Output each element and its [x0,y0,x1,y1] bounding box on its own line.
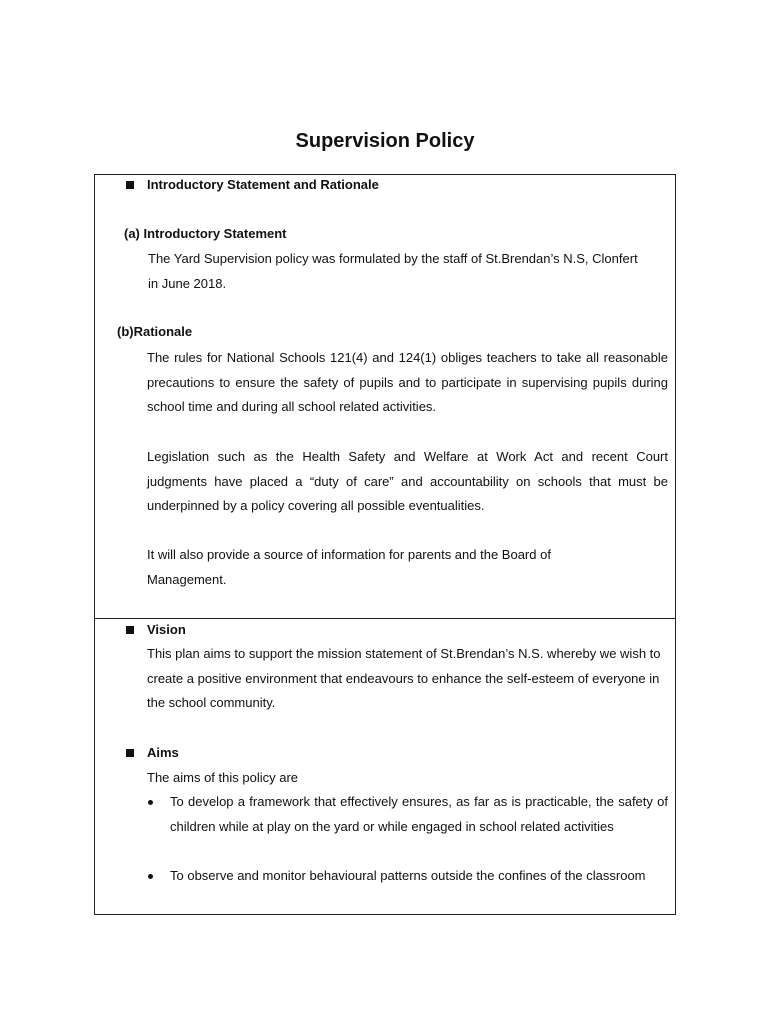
intro-statement-label: (a) Introductory Statement [124,226,287,241]
aims-heading: Aims [147,745,179,760]
rationale-label: (b)Rationale [117,324,193,339]
aim-item-2: To observe and monitor behavioural patterns outside the confines of the classroom [170,868,646,883]
rationale-paragraph-1: The rules for National Schools 121(4) and 124(1) obliges teachers to take all reasonable precautions to ensure the safety of pupils and to participate in supervising pupils during school time and during all school related activities. [147,350,668,414]
square-bullet-icon [126,181,134,189]
dot-bullet-icon [148,800,153,805]
page-title: Supervision Policy [295,130,475,152]
aims-intro: The aims of this policy are [147,770,299,785]
intro-statement-text: The Yard Supervision policy was formulated by the staff of St.Brendan’s N.S, Clonfert in June 2018. [148,251,638,291]
aim-item-1: To develop a framework that effectively ensures, as far as is practicable, the safety of children while at play on the yard or while engaged in school related activities [170,794,668,834]
square-bullet-icon [126,749,134,757]
rationale-paragraph-3: It will also provide a source of information for parents and the Board of Management. [147,547,551,587]
section-heading-intro: Introductory Statement and Rationale [147,177,379,192]
rationale-paragraph-2: Legislation such as the Health Safety and Welfare at Work Act and recent Court judgments have placed a “duty of care” and accountability on schools that must be underpinned by a policy covering all possible eventualities. [147,449,668,513]
vision-heading: Vision [147,622,186,637]
vision-text: This plan aims to support the mission statement of St.Brendan’s N.S. whereby we wish to create a positive environment that endeavours to enhance the self-esteem of everyone in the school community. [147,646,661,710]
dot-bullet-icon [148,874,153,879]
square-bullet-icon [126,626,134,634]
